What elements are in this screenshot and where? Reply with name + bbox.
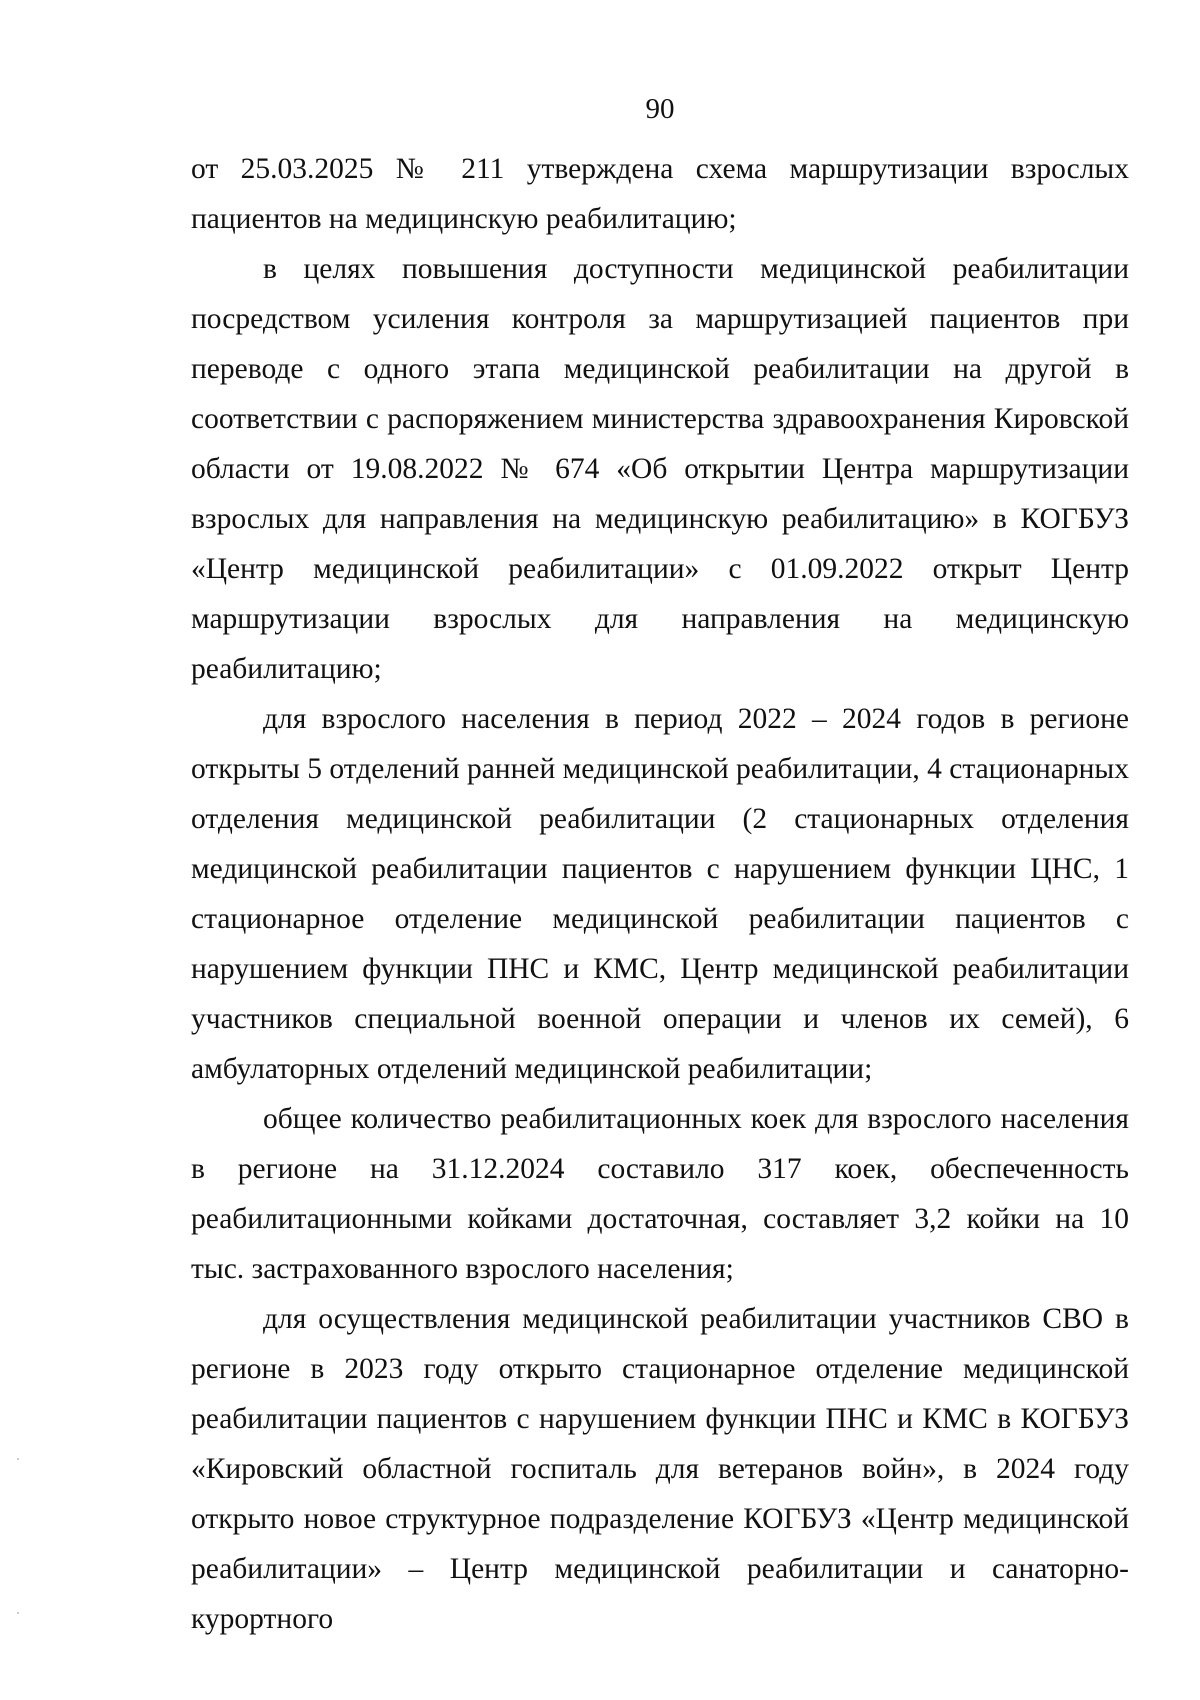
scan-speck xyxy=(17,1458,19,1460)
paragraph-svo-rehabilitation: для осуществления медицинской реабилитации участников СВО в регионе в 2023 году открыто стационарное отделение медицинской реабилитации пациентов с нарушением функции ПНС и КМС в КОГБУЗ «Кировский областной госпиталь для ветеранов войн», в 2024 году открыто новое структурное подразделение КОГБУЗ «Центр медицинской реабилитации» – Центр медицинской реабилитации и санаторно-курортного xyxy=(191,1303,1129,1635)
paragraph-routing-center: в целях повышения доступности медицинской реабилитации посредством усиления контроля за маршрутизацией пациентов при переводе с одного этапа медицинской реабилитации на другой в соответствии с распоряжением министерства здравоохранения Кировской области от 19.08.2022 № 674 «Об открытии Центра маршрутизации взрослых для направления на медицинскую реабилитацию» в КОГБУЗ «Центр медицинской реабилитации» с 01.09.2022 открыт Центр маршрутизации взрослых для направления на медицинскую реабилитацию; xyxy=(191,253,1129,685)
paragraph-departments-opened: для взрослого населения в период 2022 – 2024 годов в регионе открыты 5 отделений ранней медицинской реабилитации, 4 стационарных отделения медицинской реабилитации (2 стационарных отделения медицинской реабилитации пациентов с нарушением функции ЦНС, 1 стационарное отделение медицинской реабилитации пациентов с нарушением функции ПНС и КМС, Центр медицинской реабилитации участников специальной военной операции и членов их семей), 6 амбулаторных отделений медицинской реабилитации; xyxy=(191,703,1129,1085)
paragraph-routing-scheme: от 25.03.2025 № 211 утверждена схема маршрутизации взрослых пациентов на медицинскую реабилитацию; xyxy=(191,153,1129,235)
paragraph-bed-count: общее количество реабилитационных коек для взрослого населения в регионе на 31.12.2024 составило 317 коек, обеспеченность реабилитационными койками достаточная, составляет 3,2 койки на 10 тыс. застрахованного взрослого населения; xyxy=(191,1103,1129,1285)
page-number: 90 xyxy=(645,93,675,125)
scan-speck xyxy=(17,1612,19,1614)
document-body xyxy=(191,144,1129,1644)
